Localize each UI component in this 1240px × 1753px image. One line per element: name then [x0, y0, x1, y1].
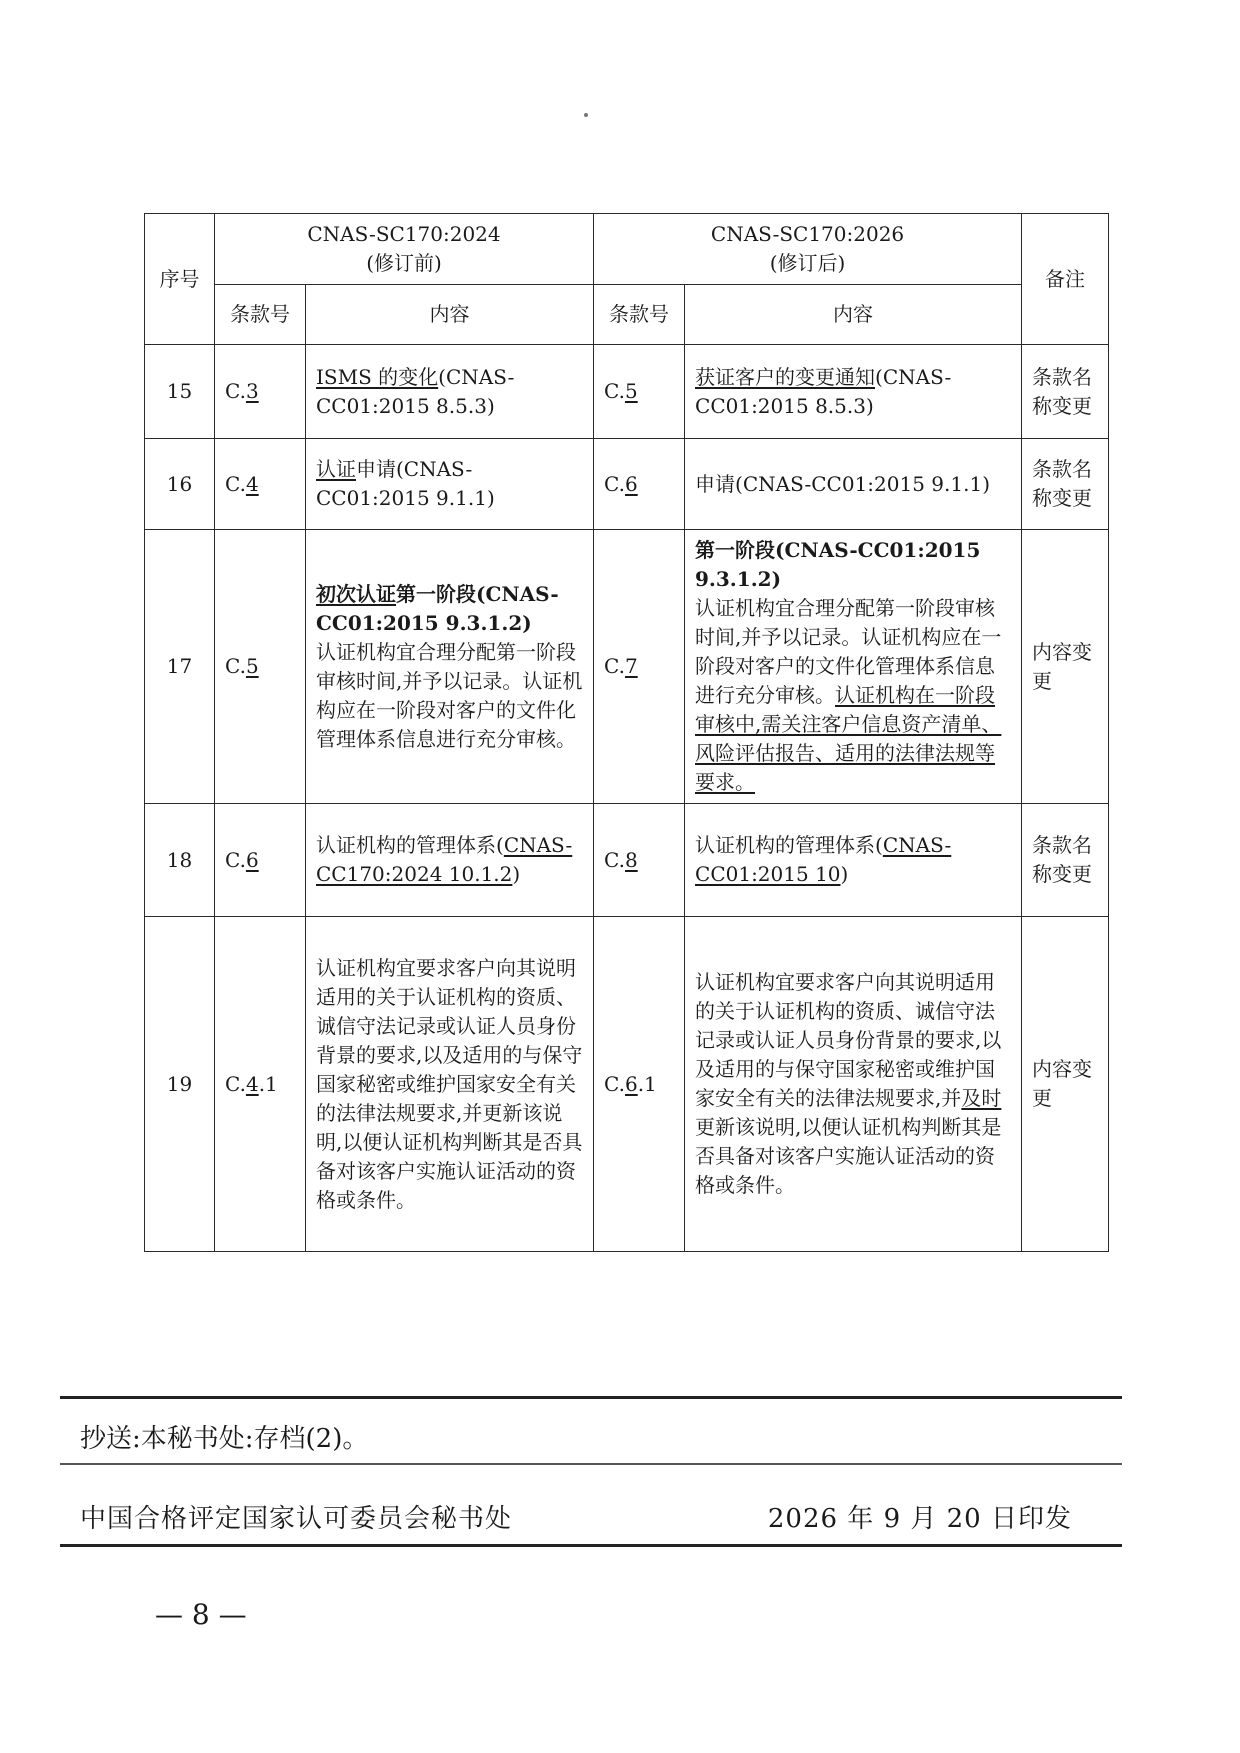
old-content: ISMS 的变化(CNAS-CC01:2015 8.5.3)	[306, 345, 594, 439]
header-new-version: CNAS-SC170:2026 (修订后)	[594, 214, 1022, 285]
new-content-body: 认证机构宜合理分配第一阶段审核时间,并予以记录。认证机构应在一阶段对客户的文件化管理体系信息进行充分审核。认证机构在一阶段审核中,需关注客户信息资产清单、风险评估报告、适用的法律法规等要求。	[695, 596, 1002, 794]
new-content: 认证机构宜要求客户向其说明适用的关于认证机构的资质、诚信守法记录或认证人员身份背景的要求,以及适用的与保守国家秘密或维护国家安全有关的法律法规要求,并及时更新该说明,以便认证机构判断其是否具备对该客户实施认证活动的资格或条件。	[685, 917, 1022, 1252]
new-clause: C.7	[594, 530, 685, 804]
scan-speck	[584, 113, 588, 117]
footer-rule-middle	[60, 1463, 1122, 1465]
new-clause: C.6	[594, 439, 685, 530]
cc-line: 抄送:本秘书处:存档(2)。	[80, 1424, 369, 1454]
new-clause: C.6.1	[594, 917, 685, 1252]
row-seq: 17	[145, 530, 215, 804]
old-content: 初次认证第一阶段(CNAS-CC01:2015 9.3.1.2) 认证机构宜合理分配第一阶段审核时间,并予以记录。认证机构应在一阶段对客户的文件化管理体系信息进行充分审核。	[306, 530, 594, 804]
new-clause: C.5	[594, 345, 685, 439]
old-content: 认证申请(CNAS-CC01:2015 9.1.1)	[306, 439, 594, 530]
old-clause: C.5	[215, 530, 306, 804]
footer-rule-bottom	[60, 1544, 1122, 1547]
row-remark: 内容变更	[1022, 917, 1109, 1252]
header-new-content: 内容	[685, 285, 1022, 345]
header-new-clause: 条款号	[594, 285, 685, 345]
row-remark: 条款名称变更	[1022, 345, 1109, 439]
page-number: — 8 —	[155, 1598, 247, 1631]
old-content: 认证机构宜要求客户向其说明适用的关于认证机构的资质、诚信守法记录或认证人员身份背景的要求,以及适用的与保守国家秘密或维护国家安全有关的法律法规要求,并更新该说明,以便认证机构判断其是否具备对该客户实施认证活动的资格或条件。	[306, 917, 594, 1252]
old-clause: C.3	[215, 345, 306, 439]
issuer-name: 中国合格评定国家认可委员会秘书处	[80, 1504, 513, 1534]
footer-rule-top	[60, 1396, 1122, 1399]
row-remark: 条款名称变更	[1022, 439, 1109, 530]
table-row	[145, 530, 1109, 804]
new-content: 第一阶段(CNAS-CC01:2015 9.3.1.2) 认证机构宜合理分配第一阶段审核时间,并予以记录。认证机构应在一阶段对客户的文件化管理体系信息进行充分审核。认证机构在一阶段审核中,需关注客户信息资产清单、风险评估报告、适用的法律法规等要求。	[685, 530, 1022, 804]
old-content: 认证机构的管理体系(CNAS-CC170:2024 10.1.2)	[306, 804, 594, 917]
table-row	[145, 439, 1109, 530]
new-content: 认证机构的管理体系(CNAS-CC01:2015 10)	[685, 804, 1022, 917]
row-seq: 16	[145, 439, 215, 530]
row-seq: 18	[145, 804, 215, 917]
old-clause: C.4	[215, 439, 306, 530]
row-seq: 19	[145, 917, 215, 1252]
header-old-version: CNAS-SC170:2024 (修订前)	[215, 214, 594, 285]
header-old-content: 内容	[306, 285, 594, 345]
old-content-body: 认证机构宜合理分配第一阶段审核时间,并予以记录。认证机构应在一阶段对客户的文件化管理体系信息进行充分审核。	[316, 639, 583, 751]
row-remark: 内容变更	[1022, 530, 1109, 804]
new-content: 获证客户的变更通知(CNAS-CC01:2015 8.5.3)	[685, 345, 1022, 439]
row-remark: 条款名称变更	[1022, 804, 1109, 917]
issue-date: 2026 年 9 月 20 日印发	[767, 1504, 1072, 1534]
table-row	[145, 345, 1109, 439]
header-remark: 备注	[1022, 214, 1109, 345]
old-clause: C.6	[215, 804, 306, 917]
table-row	[145, 917, 1109, 1252]
header-old-clause: 条款号	[215, 285, 306, 345]
table-row	[145, 804, 1109, 917]
row-seq: 15	[145, 345, 215, 439]
header-seq: 序号	[145, 214, 215, 345]
old-clause: C.4.1	[215, 917, 306, 1252]
revision-comparison-table	[144, 213, 1109, 1252]
new-content: 申请(CNAS-CC01:2015 9.1.1)	[685, 439, 1022, 530]
new-clause: C.8	[594, 804, 685, 917]
